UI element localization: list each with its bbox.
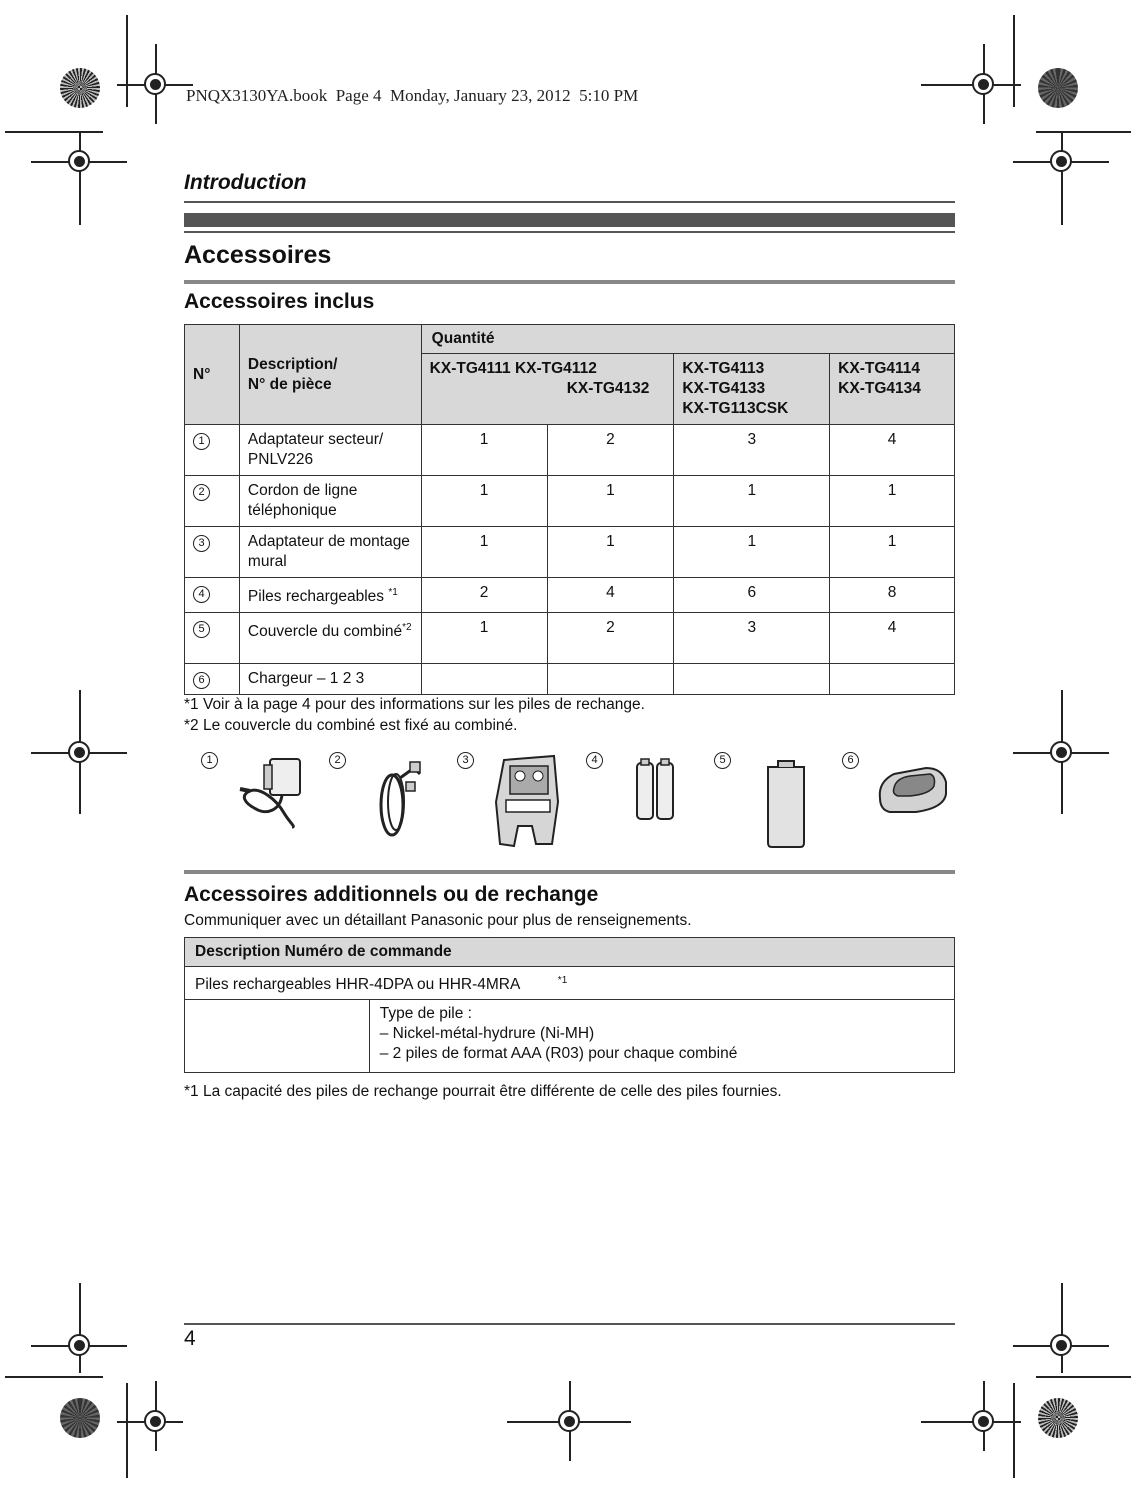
trim-line [1036,131,1131,133]
footnote-ref: *1 [388,587,398,598]
handset-cover-illustration [762,757,810,849]
qty-cell [830,664,955,695]
page-number: 4 [184,1327,196,1350]
row-description: Adaptateur secteur/ PNLV226 [239,425,421,476]
qty-cell: 1 [421,613,547,664]
qty-cell: 1 [674,527,830,578]
footnote-ref: *1 [557,975,568,986]
illustration-number: 3 [457,752,474,769]
row-number-cell [185,664,240,695]
table-row [185,578,955,613]
model-group-1-line1: KX-TG4111 KX-TG4112 [429,360,597,377]
row-number-cell [185,425,240,476]
model-group-2-line2: KX-TG4133 [682,380,766,397]
table-row [185,527,955,578]
header-description-line2: N° de pièce [247,375,332,393]
qty-cell: 2 [547,425,674,476]
included-accessories-table [184,324,955,695]
trim-line [1036,1376,1131,1378]
qty-cell: 4 [830,613,955,664]
header-no: N° [185,325,240,425]
qty-cell [674,664,830,695]
trim-line [5,131,103,133]
row-number-cell [185,476,240,527]
qty-cell: 1 [421,425,547,476]
ac-adaptor-illustration [236,755,306,830]
row-description: Adaptateur de montage mural [239,527,421,578]
row-number: 3 [193,535,210,552]
qty-cell: 3 [674,613,830,664]
illustration-number: 1 [201,752,218,769]
additional-footnote: *1 La capacité des piles de rechange pourrait être différente de celle des piles fournies. [184,1083,782,1100]
model-group-3-line1: KX-TG4114 [838,360,921,377]
trim-line [126,15,128,107]
header-thick-bar [184,213,955,227]
additional-item-cell [185,967,955,1000]
footer-rule [184,1323,955,1325]
header-model-group-3 [830,354,955,425]
title-rule [184,280,955,284]
table-row [185,664,955,695]
empty-cell [185,1000,370,1073]
page-title: Accessoires [184,241,332,269]
registration-starburst-bottom-right [1038,1398,1078,1438]
table-row [185,967,955,1000]
registration-starburst-top-left [60,68,100,108]
model-group-1-line2: KX-TG4132 [566,380,650,397]
row-description: Couvercle du combiné [247,623,403,641]
footnote-1: *1 Voir à la page 4 pour des informations sur les piles de rechange. [184,696,645,713]
qty-cell: 2 [547,613,674,664]
included-heading: Accessoires inclus [184,290,375,313]
file-info-header: PNQX3130YA.book Page 4 Monday, January 23, 2012 5:10 PM [186,86,639,105]
trim-line [126,1383,128,1478]
qty-cell [547,664,674,695]
row-number: 2 [193,484,210,501]
model-group-2-line1: KX-TG4113 [682,360,765,377]
header-model-group-1 [421,354,674,425]
qty-cell: 1 [421,527,547,578]
row-number: 6 [193,672,210,689]
row-description: Piles rechargeables [247,588,385,606]
qty-cell: 6 [674,578,830,613]
row-number: 1 [193,433,210,450]
trim-line [1013,15,1015,107]
charger-illustration [876,760,950,818]
header-description [239,325,421,425]
trim-line [1013,1383,1015,1478]
row-number: 4 [193,586,210,603]
qty-cell: 1 [674,476,830,527]
model-group-2-line3: KX-TG113CSK [682,400,789,417]
row-number-cell [185,613,240,664]
illustration-number: 6 [842,752,859,769]
trim-line [5,1376,103,1378]
qty-cell: 1 [421,476,547,527]
battery-detail-line: – Nickel-métal-hydrure (Ni-MH) [379,1025,595,1043]
table-row [185,1000,955,1073]
header-quantity: Quantité [421,325,954,354]
footnote-ref: *2 [402,622,412,634]
section-label: Introduction [184,171,307,194]
row-number: 5 [193,621,210,638]
illustration-number: 4 [586,752,603,769]
qty-cell: 4 [830,425,955,476]
qty-cell [421,664,547,695]
additional-header: Description Numéro de commande [185,938,955,967]
row-description-cell [239,578,421,613]
row-description: Cordon de ligne téléphonique [239,476,421,527]
table-row [185,425,955,476]
header-description-line1: Description/ [247,355,338,373]
battery-detail-line: Type de pile : [379,1005,472,1023]
header-under-rule [184,231,955,233]
additional-item: Piles rechargeables HHR-4DPA ou HHR-4MRA [195,976,520,994]
model-group-3-line2: KX-TG4134 [838,380,921,397]
wall-mount-illustration [492,752,564,850]
qty-cell: 4 [547,578,674,613]
registration-starburst-top-right [1038,68,1078,108]
qty-cell: 1 [830,527,955,578]
phone-cord-illustration [370,760,425,840]
additional-accessories-table [184,937,955,1073]
qty-cell: 1 [830,476,955,527]
row-number-cell [185,578,240,613]
row-description-cell [239,613,421,664]
header-model-group-2 [674,354,830,425]
additional-heading: Accessoires additionnels ou de rechange [184,883,599,906]
additional-intro: Communiquer avec un détaillant Panasonic pour plus de renseignements. [184,912,692,929]
table-row [185,613,955,664]
battery-details [369,1000,954,1073]
registration-starburst-bottom-left [60,1398,100,1438]
footnote-2: *2 Le couvercle du combiné est fixé au combiné. [184,717,518,734]
qty-cell: 3 [674,425,830,476]
qty-cell: 2 [421,578,547,613]
qty-cell: 1 [547,476,674,527]
qty-cell: 1 [547,527,674,578]
illustration-number: 2 [329,752,346,769]
table-row [185,476,955,527]
row-number-cell [185,527,240,578]
illustration-number: 5 [714,752,731,769]
qty-cell: 8 [830,578,955,613]
batteries-illustration [634,757,678,821]
additional-rule [184,870,955,874]
header-thin-rule [184,201,955,203]
row-description: Chargeur – 1 2 3 [239,664,421,695]
battery-detail-line: – 2 piles de format AAA (R03) pour chaque combiné [379,1045,738,1063]
